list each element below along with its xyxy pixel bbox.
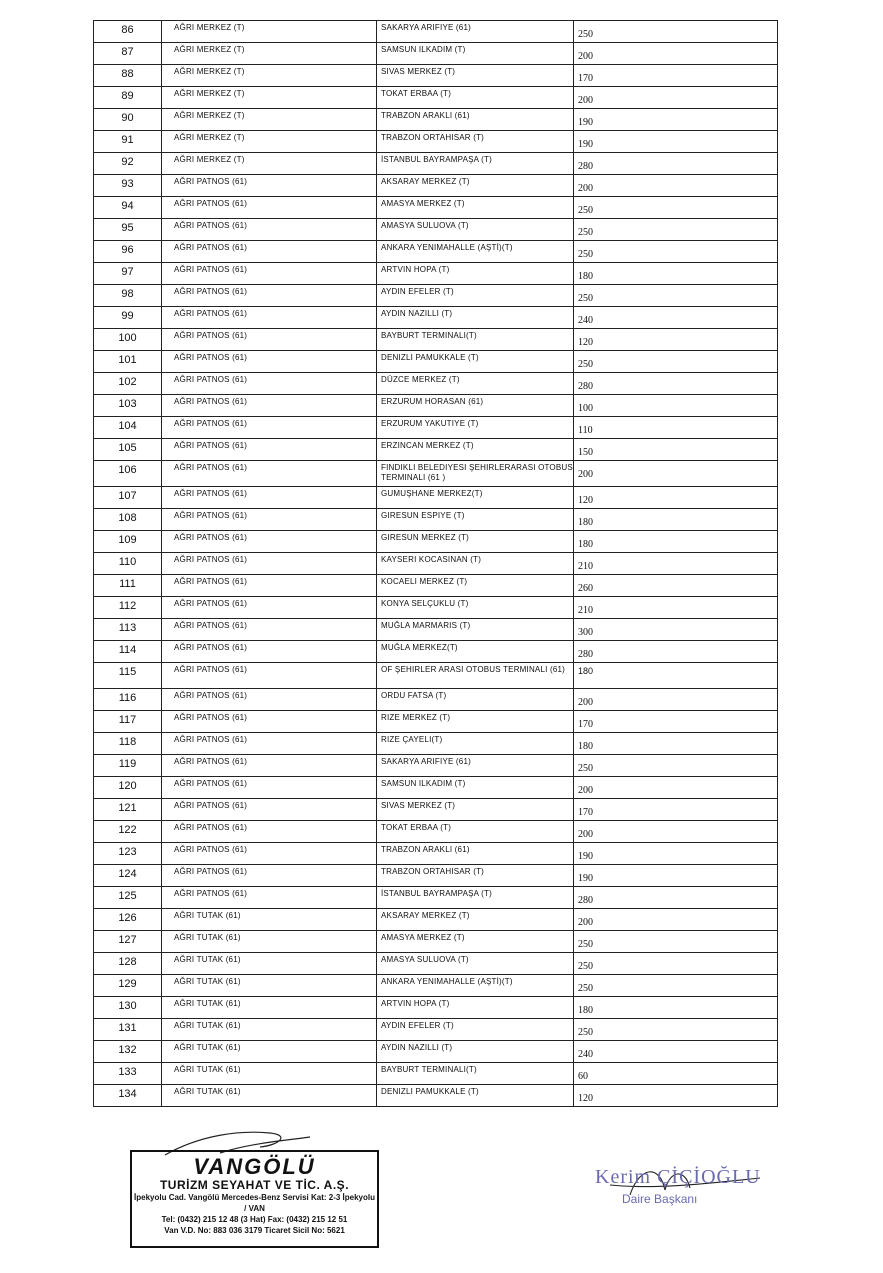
table-row [94, 953, 778, 975]
stamp-brand: VANGÖLÜ [193, 1154, 316, 1179]
row-number: 92 [94, 153, 162, 175]
price-cell: 190 [574, 843, 778, 865]
origin-cell: AĞRI PATNOS (61) [162, 799, 377, 821]
origin-cell: AĞRI PATNOS (61) [162, 263, 377, 285]
destination-cell: AMASYA SULUOVA (T) [377, 953, 574, 975]
destination-cell: TRABZON ORTAHISAR (T) [377, 865, 574, 887]
row-number: 122 [94, 821, 162, 843]
table-row [94, 777, 778, 799]
destination-cell: GUMUŞHANE MERKEZ(T) [377, 487, 574, 509]
price-cell: 280 [574, 641, 778, 663]
destination-cell: GIRESUN ESPIYE (T) [377, 509, 574, 531]
destination-cell: TRABZON ORTAHISAR (T) [377, 131, 574, 153]
price-cell: 250 [574, 197, 778, 219]
table-row [94, 575, 778, 597]
price-cell: 280 [574, 373, 778, 395]
row-number: 99 [94, 307, 162, 329]
destination-cell: AMASYA MERKEZ (T) [377, 931, 574, 953]
destination-cell: MUĞLA MERKEZ(T) [377, 641, 574, 663]
origin-cell: AĞRI TUTAK (61) [162, 997, 377, 1019]
destination-cell: ANKARA YENIMAHALLE (AŞTİ)(T) [377, 975, 574, 997]
destination-cell: KONYA SELÇUKLU (T) [377, 597, 574, 619]
table-row [94, 865, 778, 887]
table-row [94, 175, 778, 197]
origin-cell: AĞRI TUTAK (61) [162, 1063, 377, 1085]
signatory-title: Daire Başkanı [622, 1192, 698, 1206]
destination-cell: ANKARA YENIMAHALLE (AŞTİ)(T) [377, 241, 574, 263]
row-number: 101 [94, 351, 162, 373]
row-number: 117 [94, 711, 162, 733]
table-row [94, 197, 778, 219]
destination-cell: TOKAT ERBAA (T) [377, 87, 574, 109]
origin-cell: AĞRI PATNOS (61) [162, 417, 377, 439]
row-number: 89 [94, 87, 162, 109]
destination-cell: SAMSUN ILKADIM (T) [377, 777, 574, 799]
price-cell: 250 [574, 931, 778, 953]
table-row [94, 799, 778, 821]
destination-cell: AMASYA SULUOVA (T) [377, 219, 574, 241]
table-row [94, 395, 778, 417]
row-number: 129 [94, 975, 162, 997]
price-cell: 200 [574, 821, 778, 843]
row-number: 97 [94, 263, 162, 285]
destination-cell: SAKARYA ARIFIYE (61) [377, 21, 574, 43]
destination-cell: OF ŞEHIRLER ARASI OTOBUS TERMINALI (61) [377, 663, 574, 689]
price-cell: 250 [574, 1019, 778, 1041]
row-number: 126 [94, 909, 162, 931]
table-row [94, 285, 778, 307]
row-number: 113 [94, 619, 162, 641]
price-cell: 250 [574, 953, 778, 975]
table-row [94, 439, 778, 461]
origin-cell: AĞRI PATNOS (61) [162, 241, 377, 263]
row-number: 121 [94, 799, 162, 821]
official-signature [590, 1160, 770, 1210]
origin-cell: AĞRI PATNOS (61) [162, 689, 377, 711]
price-cell: 190 [574, 865, 778, 887]
price-cell: 300 [574, 619, 778, 641]
row-number: 87 [94, 43, 162, 65]
price-cell: 200 [574, 777, 778, 799]
row-number: 134 [94, 1085, 162, 1107]
table-row [94, 487, 778, 509]
table-row [94, 351, 778, 373]
price-cell: 120 [574, 487, 778, 509]
table-row [94, 461, 778, 487]
stamp-tax: Van V.D. No: 883 036 3179 Ticaret Sicil No: 5621 [164, 1226, 345, 1235]
row-number: 88 [94, 65, 162, 87]
price-cell: 250 [574, 975, 778, 997]
row-number: 119 [94, 755, 162, 777]
row-number: 132 [94, 1041, 162, 1063]
table-row [94, 241, 778, 263]
origin-cell: AĞRI PATNOS (61) [162, 663, 377, 689]
table-row [94, 531, 778, 553]
destination-cell: AMASYA MERKEZ (T) [377, 197, 574, 219]
origin-cell: AĞRI TUTAK (61) [162, 1085, 377, 1107]
company-stamp [130, 1150, 379, 1248]
table-row [94, 755, 778, 777]
destination-cell: BAYBURT TERMINALI(T) [377, 1063, 574, 1085]
destination-cell: SAMSUN ILKADIM (T) [377, 43, 574, 65]
price-cell: 250 [574, 21, 778, 43]
row-number: 90 [94, 109, 162, 131]
row-number: 131 [94, 1019, 162, 1041]
origin-cell: AĞRI PATNOS (61) [162, 351, 377, 373]
origin-cell: AĞRI MERKEZ (T) [162, 43, 377, 65]
row-number: 123 [94, 843, 162, 865]
table-row [94, 21, 778, 43]
origin-cell: AĞRI PATNOS (61) [162, 329, 377, 351]
row-number: 114 [94, 641, 162, 663]
destination-cell: SAKARYA ARIFIYE (61) [377, 755, 574, 777]
table-row [94, 1085, 778, 1107]
row-number: 128 [94, 953, 162, 975]
row-number: 86 [94, 21, 162, 43]
price-cell: 190 [574, 131, 778, 153]
table-row [94, 1063, 778, 1085]
row-number: 107 [94, 487, 162, 509]
row-number: 115 [94, 663, 162, 689]
table-row [94, 307, 778, 329]
table-row [94, 1041, 778, 1063]
table-row [94, 373, 778, 395]
destination-cell: TRABZON ARAKLI (61) [377, 843, 574, 865]
destination-cell: İSTANBUL BAYRAMPAŞA (T) [377, 153, 574, 175]
origin-cell: AĞRI MERKEZ (T) [162, 87, 377, 109]
destination-cell: SIVAS MERKEZ (T) [377, 799, 574, 821]
signatory-name: Kerim ÇİÇİOĞLU [595, 1166, 761, 1188]
origin-cell: AĞRI PATNOS (61) [162, 821, 377, 843]
destination-cell: DÜZCE MERKEZ (T) [377, 373, 574, 395]
table-row [94, 553, 778, 575]
price-cell: 180 [574, 263, 778, 285]
origin-cell: AĞRI PATNOS (61) [162, 711, 377, 733]
price-cell: 250 [574, 351, 778, 373]
table-row [94, 131, 778, 153]
price-cell: 260 [574, 575, 778, 597]
price-cell: 60 [574, 1063, 778, 1085]
table-row [94, 619, 778, 641]
destination-cell: SIVAS MERKEZ (T) [377, 65, 574, 87]
origin-cell: AĞRI PATNOS (61) [162, 219, 377, 241]
row-number: 103 [94, 395, 162, 417]
table-row [94, 711, 778, 733]
price-cell: 250 [574, 285, 778, 307]
table-row [94, 597, 778, 619]
price-cell: 180 [574, 531, 778, 553]
destination-cell: İSTANBUL BAYRAMPAŞA (T) [377, 887, 574, 909]
origin-cell: AĞRI PATNOS (61) [162, 461, 377, 487]
origin-cell: AĞRI MERKEZ (T) [162, 109, 377, 131]
price-cell: 180 [574, 663, 778, 689]
origin-cell: AĞRI PATNOS (61) [162, 755, 377, 777]
destination-cell: AYDIN NAZILLI (T) [377, 307, 574, 329]
origin-cell: AĞRI PATNOS (61) [162, 373, 377, 395]
destination-cell: AYDIN EFELER (T) [377, 1019, 574, 1041]
origin-cell: AĞRI PATNOS (61) [162, 509, 377, 531]
price-cell: 280 [574, 153, 778, 175]
price-cell: 120 [574, 1085, 778, 1107]
origin-cell: AĞRI PATNOS (61) [162, 865, 377, 887]
row-number: 98 [94, 285, 162, 307]
table-row [94, 219, 778, 241]
table-row [94, 1019, 778, 1041]
row-number: 130 [94, 997, 162, 1019]
price-cell: 200 [574, 461, 778, 487]
destination-cell: KAYSERI KOCASINAN (T) [377, 553, 574, 575]
destination-cell: RIZE MERKEZ (T) [377, 711, 574, 733]
price-cell: 180 [574, 509, 778, 531]
price-cell: 180 [574, 997, 778, 1019]
origin-cell: AĞRI PATNOS (61) [162, 487, 377, 509]
table-row [94, 153, 778, 175]
origin-cell: AĞRI PATNOS (61) [162, 843, 377, 865]
origin-cell: AĞRI TUTAK (61) [162, 1019, 377, 1041]
price-cell: 200 [574, 175, 778, 197]
table-row [94, 417, 778, 439]
table-body [94, 21, 778, 1107]
destination-cell: ARTVIN HOPA (T) [377, 997, 574, 1019]
destination-cell: ERZINCAN MERKEZ (T) [377, 439, 574, 461]
price-cell: 170 [574, 799, 778, 821]
table-row [94, 997, 778, 1019]
table-row [94, 109, 778, 131]
price-cell: 280 [574, 887, 778, 909]
destination-cell: BAYBURT TERMINALI(T) [377, 329, 574, 351]
price-cell: 200 [574, 87, 778, 109]
row-number: 91 [94, 131, 162, 153]
row-number: 108 [94, 509, 162, 531]
price-cell: 210 [574, 597, 778, 619]
origin-cell: AĞRI PATNOS (61) [162, 197, 377, 219]
table-row [94, 65, 778, 87]
row-number: 127 [94, 931, 162, 953]
origin-cell: AĞRI PATNOS (61) [162, 307, 377, 329]
destination-cell: DENIZLI PAMUKKALE (T) [377, 1085, 574, 1107]
price-cell: 210 [574, 553, 778, 575]
origin-cell: AĞRI TUTAK (61) [162, 931, 377, 953]
origin-cell: AĞRI MERKEZ (T) [162, 131, 377, 153]
origin-cell: AĞRI TUTAK (61) [162, 975, 377, 997]
row-number: 96 [94, 241, 162, 263]
destination-cell: TOKAT ERBAA (T) [377, 821, 574, 843]
destination-cell: ARTVIN HOPA (T) [377, 263, 574, 285]
row-number: 120 [94, 777, 162, 799]
price-cell: 250 [574, 755, 778, 777]
table-row [94, 263, 778, 285]
price-cell: 110 [574, 417, 778, 439]
origin-cell: AĞRI PATNOS (61) [162, 733, 377, 755]
destination-cell: FINDIKLI BELEDIYESI ŞEHIRLERARASI OTOBUS TERMINALI (61 ) [377, 461, 574, 487]
row-number: 111 [94, 575, 162, 597]
origin-cell: AĞRI PATNOS (61) [162, 887, 377, 909]
origin-cell: AĞRI TUTAK (61) [162, 953, 377, 975]
stamp-address: İpekyolu Cad. Vangölü Mercedes-Benz Servisi Kat: 2-3 İpekyolu / VAN [134, 1193, 375, 1213]
row-number: 110 [94, 553, 162, 575]
row-number: 95 [94, 219, 162, 241]
price-cell: 200 [574, 43, 778, 65]
destination-cell: GIRESUN MERKEZ (T) [377, 531, 574, 553]
price-cell: 250 [574, 241, 778, 263]
table-row [94, 641, 778, 663]
origin-cell: AĞRI PATNOS (61) [162, 777, 377, 799]
price-cell: 240 [574, 1041, 778, 1063]
price-cell: 150 [574, 439, 778, 461]
row-number: 102 [94, 373, 162, 395]
price-cell: 240 [574, 307, 778, 329]
origin-cell: AĞRI PATNOS (61) [162, 531, 377, 553]
origin-cell: AĞRI PATNOS (61) [162, 575, 377, 597]
table-row [94, 689, 778, 711]
origin-cell: AĞRI PATNOS (61) [162, 285, 377, 307]
table-row [94, 931, 778, 953]
destination-cell: TRABZON ARAKLI (61) [377, 109, 574, 131]
table-row [94, 87, 778, 109]
price-cell: 170 [574, 65, 778, 87]
destination-cell: AKSARAY MERKEZ (T) [377, 909, 574, 931]
price-cell: 250 [574, 219, 778, 241]
table-row [94, 887, 778, 909]
row-number: 118 [94, 733, 162, 755]
destination-cell: AYDIN NAZILLI (T) [377, 1041, 574, 1063]
origin-cell: AĞRI TUTAK (61) [162, 909, 377, 931]
table-row [94, 975, 778, 997]
price-cell: 200 [574, 689, 778, 711]
table-row [94, 821, 778, 843]
table-row [94, 663, 778, 689]
row-number: 93 [94, 175, 162, 197]
row-number: 133 [94, 1063, 162, 1085]
price-cell: 190 [574, 109, 778, 131]
row-number: 112 [94, 597, 162, 619]
table-row [94, 733, 778, 755]
destination-cell: RIZE ÇAYELI(T) [377, 733, 574, 755]
destination-cell: ERZURUM YAKUTIYE (T) [377, 417, 574, 439]
destination-cell: ORDU FATSA (T) [377, 689, 574, 711]
destination-cell: ERZURUM HORASAN (61) [377, 395, 574, 417]
destination-cell: AKSARAY MERKEZ (T) [377, 175, 574, 197]
price-cell: 100 [574, 395, 778, 417]
destination-cell: DENIZLI PAMUKKALE (T) [377, 351, 574, 373]
destination-cell: AYDIN EFELER (T) [377, 285, 574, 307]
stamp-company: TURİZM SEYAHAT VE TİC. A.Ş. [159, 1178, 350, 1192]
origin-cell: AĞRI PATNOS (61) [162, 175, 377, 197]
row-number: 116 [94, 689, 162, 711]
origin-cell: AĞRI MERKEZ (T) [162, 21, 377, 43]
origin-cell: AĞRI MERKEZ (T) [162, 153, 377, 175]
origin-cell: AĞRI PATNOS (61) [162, 439, 377, 461]
origin-cell: AĞRI TUTAK (61) [162, 1041, 377, 1063]
table-row [94, 329, 778, 351]
origin-cell: AĞRI PATNOS (61) [162, 619, 377, 641]
price-cell: 170 [574, 711, 778, 733]
origin-cell: AĞRI PATNOS (61) [162, 641, 377, 663]
price-cell: 180 [574, 733, 778, 755]
origin-cell: AĞRI PATNOS (61) [162, 553, 377, 575]
row-number: 94 [94, 197, 162, 219]
row-number: 125 [94, 887, 162, 909]
row-number: 104 [94, 417, 162, 439]
destination-cell: KOCAELI MERKEZ (T) [377, 575, 574, 597]
origin-cell: AĞRI MERKEZ (T) [162, 65, 377, 87]
stamp-phone: Tel: (0432) 215 12 48 (3 Hat) Fax: (0432) 215 12 51 [161, 1215, 348, 1224]
table-row [94, 843, 778, 865]
row-number: 105 [94, 439, 162, 461]
origin-cell: AĞRI PATNOS (61) [162, 395, 377, 417]
row-number: 109 [94, 531, 162, 553]
row-number: 106 [94, 461, 162, 487]
price-cell: 200 [574, 909, 778, 931]
destination-cell: MUĞLA MARMARIS (T) [377, 619, 574, 641]
price-cell: 120 [574, 329, 778, 351]
row-number: 100 [94, 329, 162, 351]
row-number: 124 [94, 865, 162, 887]
origin-cell: AĞRI PATNOS (61) [162, 597, 377, 619]
table-row [94, 509, 778, 531]
table-row [94, 43, 778, 65]
table-row [94, 909, 778, 931]
route-price-table [93, 20, 778, 1107]
